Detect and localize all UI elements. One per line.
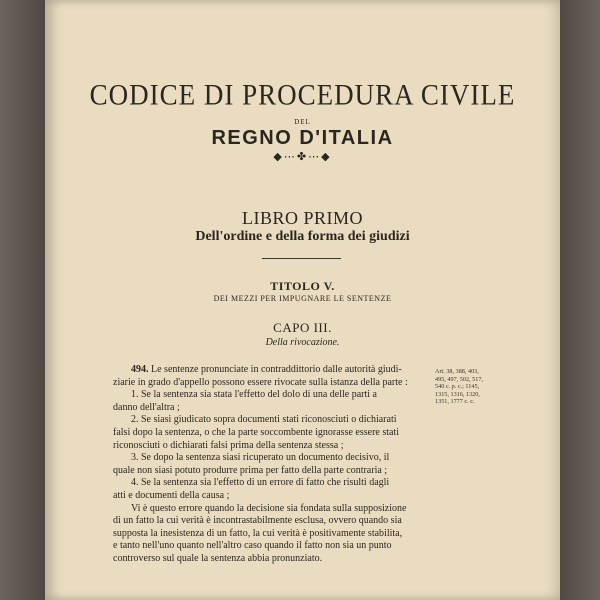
titolo-title: TITOLO V.: [270, 279, 335, 293]
article-line: 2. Se siasi giudicato sopra documenti stati riconosciuti o dichiarati: [131, 414, 397, 426]
article-line: 4. Se la sentenza sia l'effetto di un errore di fatto che risulti dagli: [131, 477, 390, 489]
article-line: supposta la inesistenza di un fatto, la cui verità è positivamente stabilita,: [113, 527, 403, 539]
article-number: 494.: [131, 364, 149, 375]
capo-subtitle: Della rivocazione.: [265, 337, 340, 348]
margin-note-line: 495, 497, 502, 517,: [435, 375, 483, 383]
article-line: di un fatto la cui verità è incontrastabilmente esclusa, ovvero quando sia: [113, 515, 402, 527]
article-line: e tanto nell'uno quanto nell'altro caso quando il fatto non sia un punto: [113, 540, 392, 552]
article-line: Vi è questo errore quando la decisione sia fondata sulla supposizione: [131, 502, 407, 514]
book-edge-left: [0, 0, 45, 600]
article-line: controverso sul quale la sentenza abbia pronunziato.: [113, 552, 323, 564]
article-line: danno dell'altra ;: [113, 401, 180, 413]
code-title-del: DEL: [294, 118, 311, 126]
article-line: falsi dopo la sentenza, o che la parte soccombente ignorasse essere stati: [113, 426, 400, 438]
article-line: quale non siasi potuto produrre prima per fatto della parte contraria ;: [113, 464, 388, 476]
article-line: ziarie in grado d'appello possono essere rivocate sulla istanza della parte :: [113, 376, 408, 388]
section-rule: [262, 258, 341, 259]
capo-title: CAPO III.: [273, 320, 332, 335]
titolo-subtitle: DEI MEZZI PER IMPUGNARE LE SENTENZE: [213, 294, 392, 303]
libro-subtitle: Dell'ordine e della forma dei giudizi: [195, 229, 410, 244]
code-title-regno: REGNO D'ITALIA: [211, 127, 394, 149]
book-edge-right: [560, 0, 600, 600]
ornament-divider-icon: ◆⋯✤⋯◆: [273, 151, 332, 163]
book-page: [45, 0, 560, 600]
article-line: 1. Se la sentenza sia stata l'effetto del dolo di una delle parti a: [131, 389, 377, 401]
margin-note-line: 540 c. p. c.; 1145,: [435, 383, 480, 391]
article-line: 494. Le sentenze pronunciate in contraddittorio dalle autorità giudi-: [131, 364, 402, 375]
article-body: [113, 364, 478, 566]
margin-note-line: 1315, 1316, 1320,: [435, 390, 480, 398]
margin-note: [435, 368, 517, 406]
libro-title: LIBRO PRIMO: [241, 208, 363, 228]
margin-note-line: Art. 38, 388, 403,: [435, 368, 479, 375]
margin-note-line: 1351, 1777 c. c.: [435, 398, 475, 406]
article-line: 3. Se dopo la sentenza siasi ricuperato un documento decisivo, il: [131, 452, 390, 464]
article-line: atti e documenti della causa ;: [113, 489, 230, 501]
article-line: riconosciuti o dichiarati falsi prima della sentenza stessa ;: [113, 439, 344, 451]
code-title: CODICE DI PROCEDURA CIVILE: [89, 78, 516, 112]
